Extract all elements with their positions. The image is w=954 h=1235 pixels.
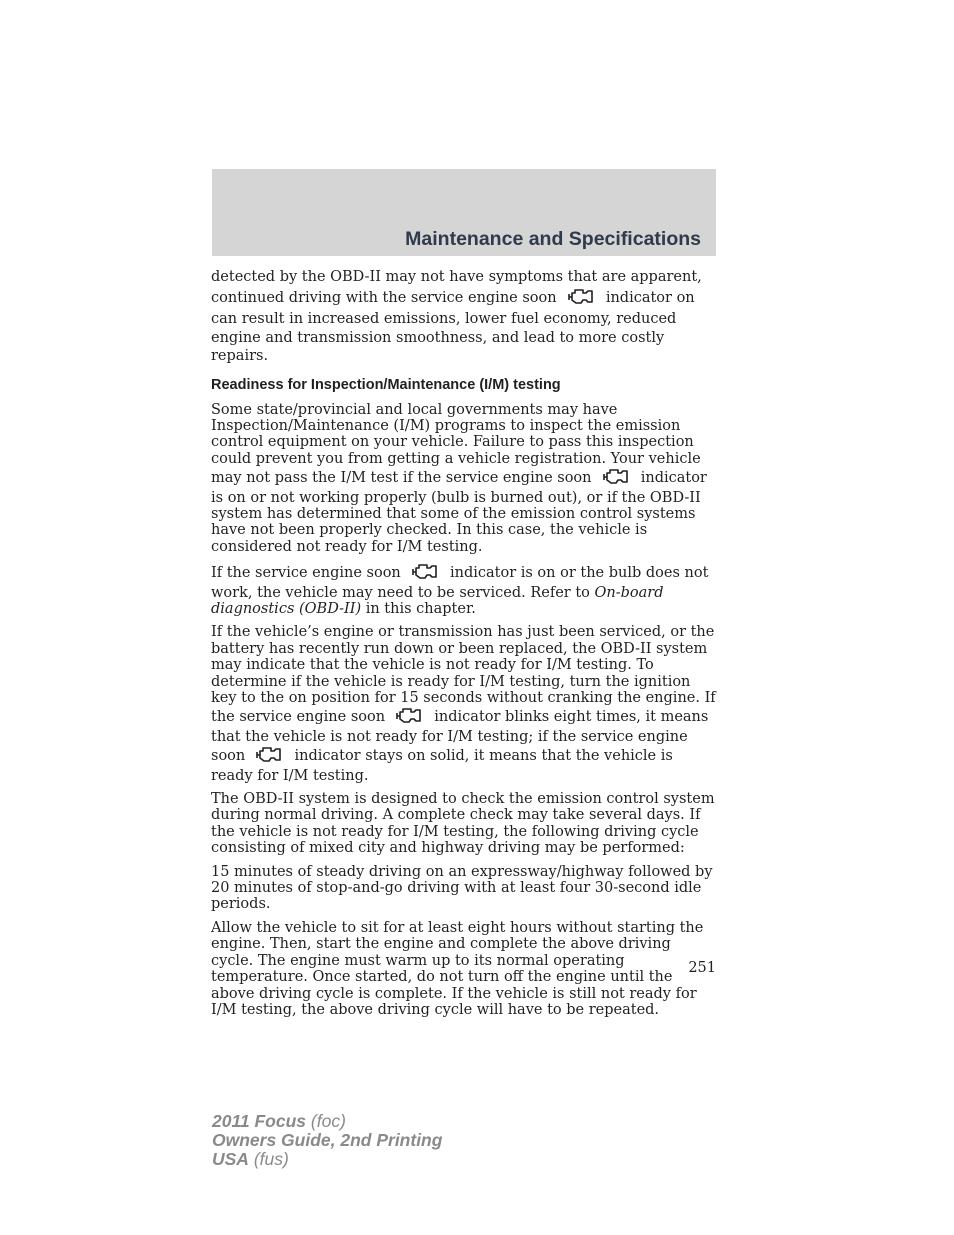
paragraph-driving-cycle: 15 minutes of steady driving on an expressway/highway followed by 20 minutes of stop-and-go driving with at least four 30-second idle periods.	[211, 863, 713, 913]
engine-icon	[250, 745, 290, 767]
section-header-band	[212, 169, 716, 256]
engine-icon	[390, 706, 430, 728]
page-number: 251	[688, 960, 716, 976]
footer-line-guide	[212, 1131, 442, 1150]
paragraph-service	[211, 562, 717, 617]
engine-icon	[596, 467, 636, 489]
footer-market-code: (fus)	[253, 1149, 289, 1169]
paragraph-text: indicator stays on solid, it means that the vehicle is ready for I/M testing.	[211, 748, 673, 784]
footer	[212, 1112, 442, 1169]
footer-line-model	[212, 1112, 442, 1131]
paragraph-text: indicator is on or the bulb does not work, the vehicle may need to be serviced. Refer to	[211, 565, 709, 601]
engine-icon	[405, 562, 445, 584]
paragraph-text: indicator on can result in increased emissions, lower fuel economy, reduced engine and transmission smoothness, and lead to more costly repairs.	[211, 289, 695, 364]
paragraph-obd-check: The OBD-II system is designed to check the emission control system during normal driving. A complete check may take several days. If the vehicle is not ready for I/M testing, the following driving cycle consisting of mixed city and highway driving may be performed:	[211, 791, 715, 857]
section-heading: Readiness for Inspection/Maintenance (I/M) testing	[211, 376, 561, 393]
paragraph-text: in this chapter.	[365, 600, 476, 617]
footer-model: 2011 Focus	[212, 1111, 307, 1131]
paragraph-text: Some state/provincial and local governments may have Inspection/Maintenance (I/M) programs to inspect the emission control equipment on your vehicle. Failure to pass this inspection could prevent you from getting a vehicle registration. Your vehicle may not pass the I/M test if the service engine soon	[211, 401, 701, 487]
paragraph-text: If the service engine soon	[211, 565, 401, 582]
footer-market: USA	[212, 1149, 249, 1169]
paragraph-repeat: Allow the vehicle to sit for at least eight hours without starting the engine. Then, start the engine and complete the above driving cycle. The engine must warm up to its normal operating temperature. Once started, do not turn off the engine until the above driving cycle is complete. If the vehicle is still not ready for I/M testing, the above driving cycle will have to be repeated.	[211, 919, 704, 1018]
footer-model-code: (foc)	[310, 1111, 346, 1131]
paragraph-text: indicator blinks eight times, it means that the vehicle is not ready for I/M testing; if the service engine soon	[211, 709, 709, 765]
engine-icon	[561, 287, 601, 311]
cross-reference: On-board diagnostics (OBD-II)	[211, 584, 664, 617]
paragraph-text: indicator is on or not working properly (bulb is burned out), or if the OBD-II system has determined that some of the emission control systems have not been properly checked. In this case, the vehicle is considered not ready for I/M testing.	[211, 470, 707, 555]
footer-guide: Owners Guide, 2nd Printing	[212, 1130, 443, 1150]
footer-line-market	[212, 1150, 442, 1169]
section-title: Maintenance and Specifications	[405, 228, 701, 250]
page-content	[211, 268, 717, 1025]
paragraph-battery	[211, 624, 717, 784]
paragraph-intro	[211, 268, 717, 366]
paragraph-readiness	[211, 402, 717, 556]
paragraph-text: detected by the OBD-II may not have symptoms that are apparent, continued driving with the service engine soon	[211, 269, 702, 306]
paragraph-text: If the vehicle’s engine or transmission has just been serviced, or the battery has recently run down or been replaced, the OBD-II system may indicate that the vehicle is not ready for I/M testing. To determine if the vehicle is ready for I/M testing, turn the ignition key to the on position for 15 seconds without cranking the engine. If the service engine soon	[211, 624, 716, 726]
